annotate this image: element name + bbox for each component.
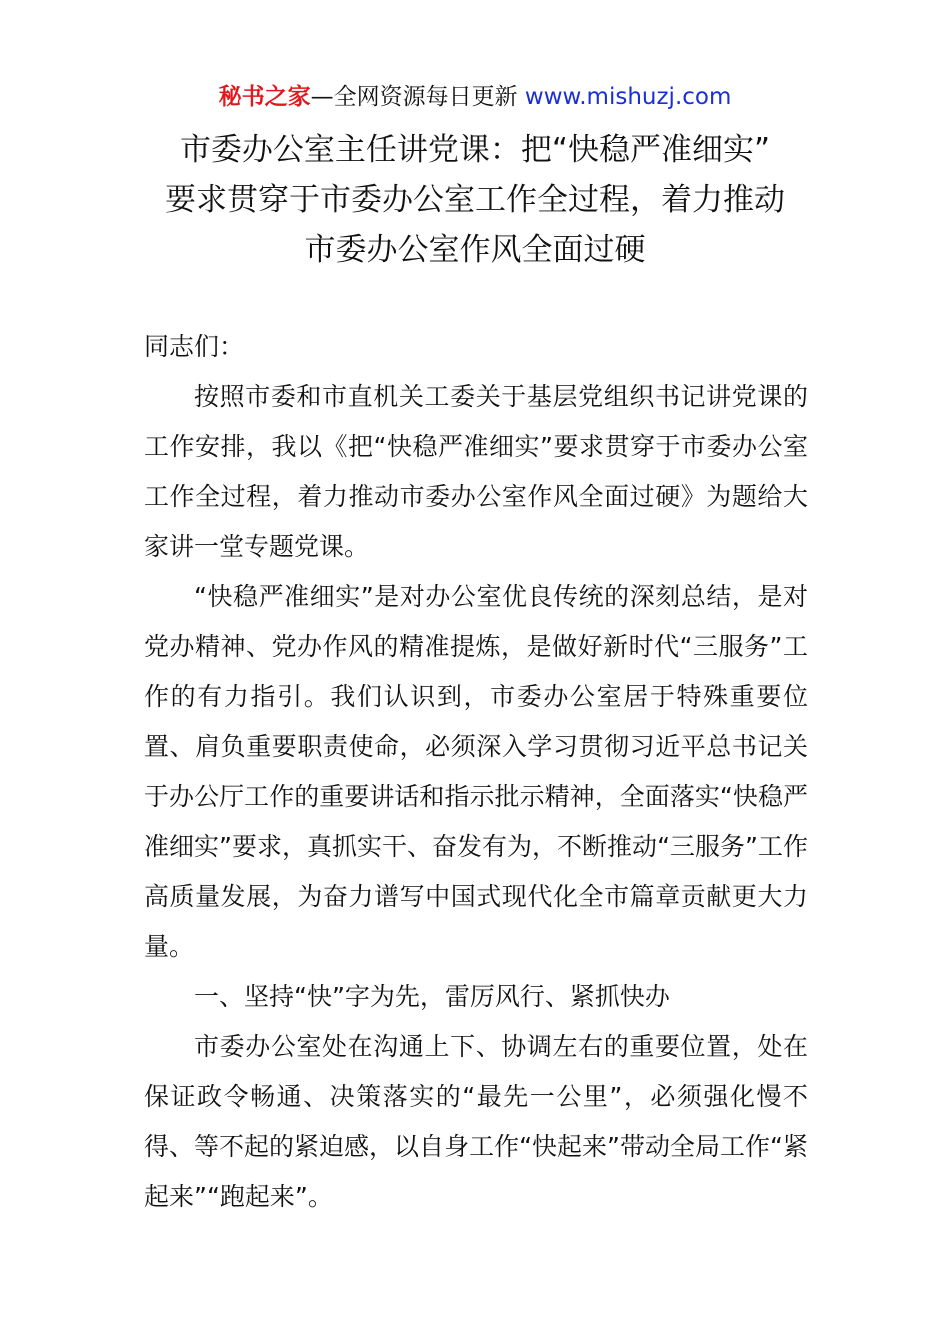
brand-name: 秘书之家 [218,84,311,110]
paragraph-intro: 按照市委和市直机关工委关于基层党组织书记讲党课的工作安排，我以《把“快稳严准细实”要求贯穿于市委办公室工作全过程，着力推动市委办公室作风全面过硬》为题给大家讲一堂专题党课。 [144,382,808,561]
title-line-1: 市委办公室主任讲党课：把“快稳严准细实” [179,132,771,168]
site-url-link[interactable]: www.mishuzj.com [524,84,732,110]
salutation: 同志们： [144,332,245,361]
title-line-2: 要求贯穿于市委办公室工作全过程，着力推动 [165,182,785,218]
paragraph-section-1: 市委办公室处在沟通上下、协调左右的重要位置，处在保证政令畅通、决策落实的“最先一公里”，必须强化慢不得、等不起的紧迫感，以自身工作“快起来”带动全局工作“紧起来”“跑起来”。 [144,1032,808,1211]
document-title [120,125,830,275]
site-header [0,80,950,114]
title-line-3: 市委办公室作风全面过硬 [304,232,646,268]
site-slogan: —全网资源每日更新 [310,84,525,110]
document-body [144,322,808,1222]
paragraph-context: “快稳严准细实”是对办公室优良传统的深刻总结，是对党办精神、党办作风的精准提炼，是做好新时代“三服务”工作的有力指引。我们认识到，市委办公室居于特殊重要位置、肩负重要职责使命，必须深入学习贯彻习近平总书记关于办公厅工作的重要讲话和指示批示精神，全面落实“快稳严准细实”要求，真抓实干、奋发有为，不断推动“三服务”工作高质量发展，为奋力谱写中国式现代化全市篇章贡献更大力量。 [144,582,808,961]
section-heading-1: 一、坚持“快”字为先，雷厉风行、紧抓快办 [194,982,670,1011]
